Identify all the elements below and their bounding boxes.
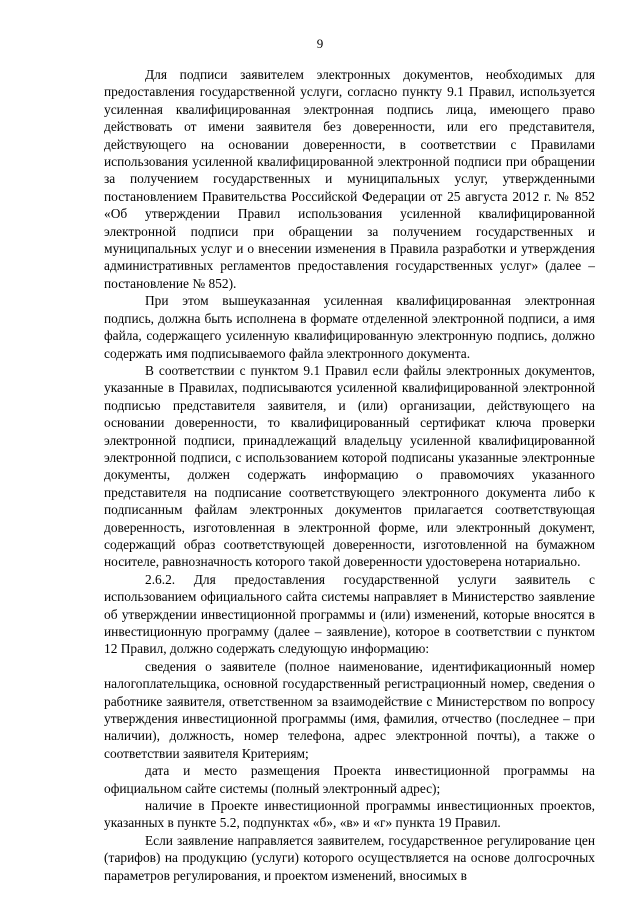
paragraph-investment-projects: наличие в Проекте инвестиционной программы инвестиционных проектов, указанных в пункте 5.2, подпунктах «б», «в» и «г» пункта 19 Правил. [104, 798, 595, 831]
paragraph-long-term-regulation: Если заявление направляется заявителем, государственное регулирование цен (тарифов) на продукцию (услуги) которого осуществляется на основе долгосрочных параметров регулирования, и проектом изменений, вносимых в [104, 832, 595, 883]
paragraph-applicant-info: сведения о заявителе (полное наименование, идентификационный номер налогоплательщика, основной государственный регистрационный номер, сведения о работнике заявителя, ответственном за взаимодействие с Министерством по вопросу утверждения инвестиционной программы (имя, фамилия, отчество (последнее – при наличии), должность, номер телефона, адрес электронной почты), а также о соответствии заявителя Критериям; [104, 658, 595, 761]
paragraph-representative-certificate: В соответствии с пунктом 9.1 Правил если файлы электронных документов, указанные в Правилах, подписываются усиленной квалифицированной электронной подписью представителя заявителя, и (или) организации, действующего на основании доверенности, то квалифицированный сертификат ключа проверки электронной подписи, принадлежащий владельцу усиленной квалифицированной электронной подписи, с использованием которой подписаны указанные электронные документы, должен содержать информацию о правомочиях указанного представителя на подписание соответствующего электронного документа либо к подписанным файлам электронных документов прилагается соответствующая доверенность, изготовленная в электронной форме, или электронный документ, содержащий образ соответствующей доверенности, изготовленной на бумажном носителе, равнозначность которого такой доверенности удостоверена нотариально. [104, 362, 595, 570]
page-number: 9 [316, 36, 324, 51]
paragraph-detached-signature-format: При этом вышеуказанная усиленная квалифицированная электронная подпись, должна быть исполнена в формате отделенной электронной подписи, а имя файла, содержащего усиленную квалифицированную электронную подпись, должно содержать имя подписываемого файла электронного документа. [104, 293, 595, 361]
document-body [104, 66, 595, 884]
paragraph-section-2-6-2: 2.6.2. Для предоставления государственной услуги заявитель с использованием официального сайта системы направляет в Министерство заявление об утверждении инвестиционной программы и (или) изменений, которые вносятся в инвестиционную программу (далее – заявление), которое в соответствии с пунктом 12 Правил, должно содержать следующую информацию: [104, 571, 595, 657]
paragraph-signature-requirements: Для подписи заявителем электронных документов, необходимых для предоставления государственной услуги, согласно пункту 9.1 Правил, используется усиленная квалифицированная электронная подпись лица, имеющего право действовать от имени заявителя без доверенности, или его представителя, действующего на основании доверенности, в соответствии с Правилами использования усиленной квалифицированной электронной подписи при обращении за получением государственных и муниципальных услуг, утвержденными постановлением Правительства Российской Федерации от 25 августа 2012 г. № 852 «Об утверждении Правил использования усиленной квалифицированной электронной подписи при обращении за получением государственных и муниципальных услуг и о внесении изменения в Правила разработки и утверждения административных регламентов предоставления государственных услуг» (далее – постановление № 852). [104, 67, 595, 291]
paragraph-placement-date: дата и место размещения Проекта инвестиционной программы на официальном сайте системы (полный электронный адрес); [104, 763, 595, 796]
